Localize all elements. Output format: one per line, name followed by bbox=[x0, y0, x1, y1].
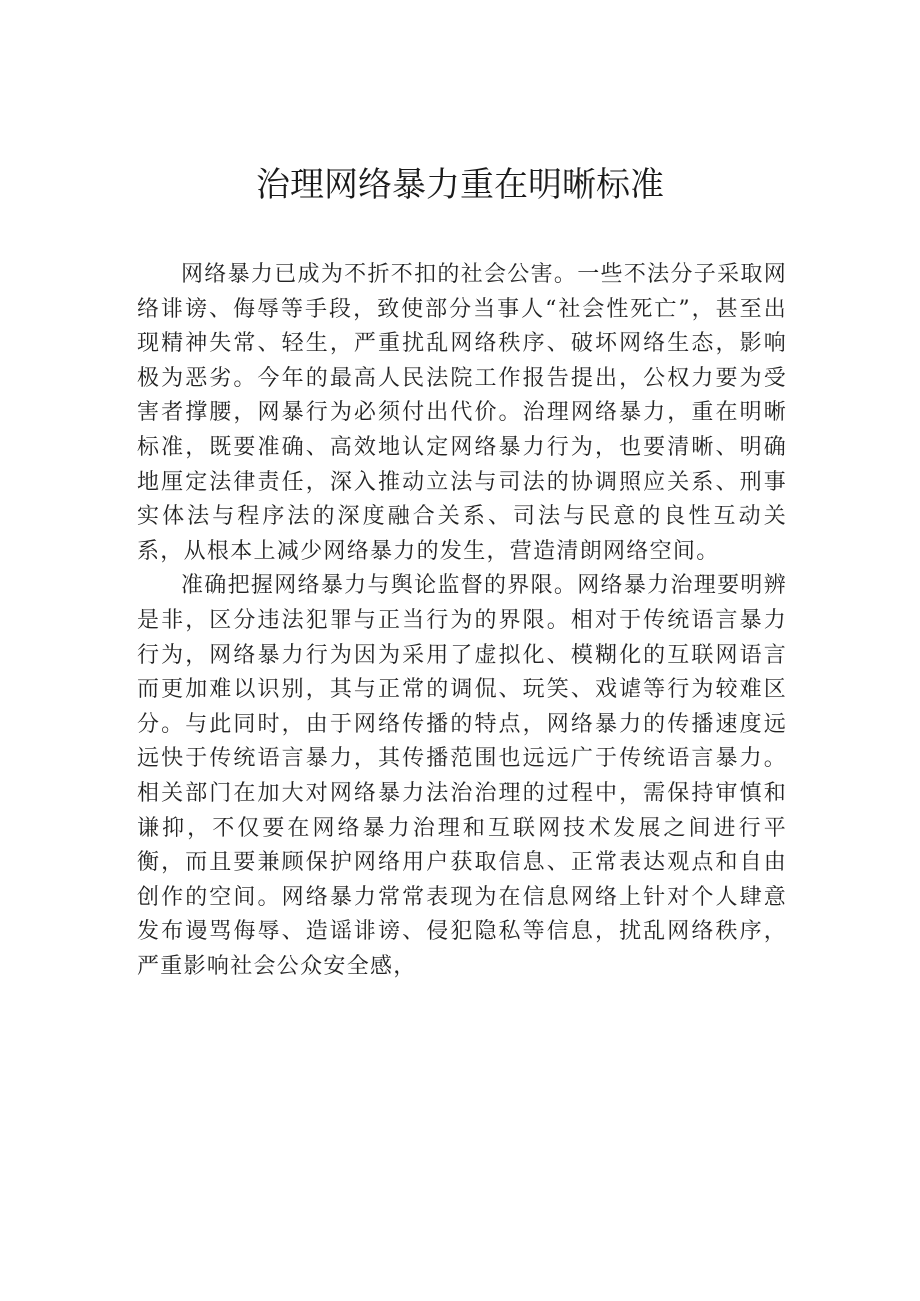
paragraph-1: 网络暴力已成为不折不扣的社会公害。一些不法分子采取网络诽谤、侮辱等手段，致使部分当事人“社会性死亡”，甚至出现精神失常、轻生，严重扰乱网络秩序、破坏网络生态，影响极为恶劣。今年的最高人民法院工作报告提出，公权力要为受害者撑腰，网暴行为必须付出代价。治理网络暴力，重在明晰标准，既要准确、高效地认定网络暴力行为，也要清晰、明确地厘定法律责任，深入推动立法与司法的协调照应关系、刑事实体法与程序法的深度融合关系、司法与民意的良性互动关系，从根本上减少网络暴力的发生，营造清朗网络空间。 bbox=[137, 262, 787, 564]
paragraph-2: 准确把握网络暴力与舆论监督的界限。网络暴力治理要明辨是非，区分违法犯罪与正当行为的界限。相对于传统语言暴力行为，网络暴力行为因为采用了虚拟化、模糊化的互联网语言而更加难以识别，其与正常的调侃、玩笑、戏谑等行为较难区分。与此同时，由于网络传播的特点，网络暴力的传播速度远远快于传统语言暴力，其传播范围也远远广于传统语言暴力。相关部门在加大对网络暴力法治治理的过程中，需保持审慎和谦抑，不仅要在网络暴力治理和互联网技术发展之间进行平衡，而且要兼顾保护网络用户获取信息、正常表达观点和自由创作的空间。网络暴力常常表现为在信息网络上针对个人肆意发布谩骂侮辱、造谣诽谤、侵犯隐私等信息，扰乱网络秩序，严重影响社会公众安全感， bbox=[137, 573, 787, 979]
document-title: 治理网络暴力重在明晰标准 bbox=[256, 165, 664, 205]
document-body bbox=[137, 258, 787, 984]
